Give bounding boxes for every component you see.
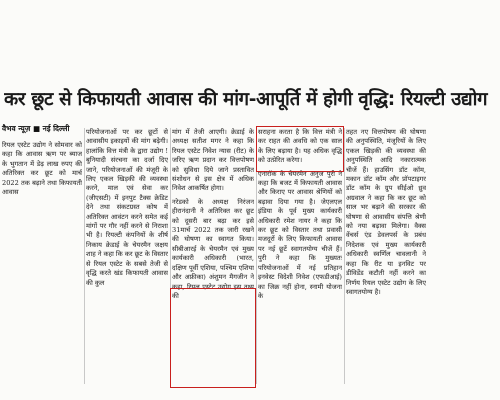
column-1 [2, 141, 82, 261]
column-2 [86, 128, 168, 390]
column-1-text: रियल एस्टेट उद्योग ने सोमवार को कहा कि आवास ऋण पर ब्याज के भुगतान में डेढ़ लाख रुपए की अतिरिक्त कर छूट को मार्च 2022 तक बढ़ाने तथा किफायती आवास [2, 141, 82, 197]
column-3-paragraph-1: मांग में तेजी आएगी। क्रेडाई के अध्यक्ष सतीश मगर ने कहा कि रियल एस्टेट निवेश न्यास (रीट) के जरिए ऋण प्रदान कर वित्तपोषण को सुविधा दिये जाने प्रस्तावित संशोधन से इस क्षेत्र में अधिक निवेश आकर्षित होगा। [172, 128, 254, 193]
column-divider [344, 128, 345, 384]
column-5-text: तहत नए वित्तपोषण की घोषणा की अनुपस्थिति, मंजूरियों के लिए एकल खिड़की की व्यवस्था की अनुपस्थिति आदि नकारात्मक चीजें हैं। हाउसिंग डॉट कॉम, मकान डॉट कॉम और प्रॉपटाइगर डॉट कॉम के ग्रुप सीईओ ध्रुव अग्रवाल ने कहा कि कर छूट को साल भर बढ़ाने की सरकार की घोषणा से आवासीय संपत्ति श्रेणी को नया बढ़ावा मिलेगा। वैक्स वेंचर्स एंड डेवलपर्स के प्रबंध निदेशक एवं मुख्य कार्यकारी अधिकारी स्वर्णिल चावलानी ने कहा कि रीट या इनविट पर डीविडेंड कटौती नहीं करने का निर्णय रियल एस्टेट उद्योग के लिए स्वागतयोग्य है। [346, 128, 426, 296]
highlight-box-quote-end [256, 126, 344, 172]
column-divider [84, 128, 85, 384]
column-4-paragraph-1: सराहना करता है कि वित्त मंत्री ने कर राहत की अवधि को एक साल के लिए बढ़ाया है। यह अधिक वृद्धि को उत्प्रेरित करेगा। [258, 128, 342, 165]
column-2-text: परियोजनाओं पर कर छूटों से आवासीय इकाइयों की मांग बढ़ेगी। हालांकि वित्त मंत्री के द्वारा उद्योग ! बुनियादी संरचना का दर्जा दिए जाने, परियोजनाओं की मंजूरी के लिए एकल खिड़की की व्यवस्था करने, माल एवं सेवा कर (जीएसटी) में इनपुट टैक्स क्रेडिट देने तथा संकटग्रस्त कोष में अतिरिक्त आवंटन करने समेत कई मांगों पर गौर नहीं करने से निराशा भी है। रियल्टी कंपनियों के शीर्ष निकाय क्रेडाई के चेयरमैन जक्षय शाह ने कहा कि कर छूट के विस्तार से रियल एस्टेट के सबसे तेजी से वृद्धि करते खंड किफायती आवास की कुल [86, 128, 168, 287]
highlight-box-quote-start [170, 288, 256, 388]
column-3-paragraph-2: नरेडको के अध्यक्ष निरंजन हीरानंदानी ने अतिरिक्त कर छूट को दूसरी बार बढ़ा कर इसे 31मार्च 2022 तक जारी रखने की घोषणा का स्वागत किया। सीबीआरई के चेयरमैन एवं मुख्य कार्यकारी अधिकारी (भारत, दक्षिण पूर्वी एशिया, पश्चिम एशिया और अफ्रीका) अंशुमन मैगजीन ने कहा, रियल एस्टेट उद्योग इस तथ्य की [172, 197, 254, 300]
article-byline: वैभव न्यूज़ ■ नई दिल्ली [2, 124, 70, 133]
article-headline: कर छूट से किफायती आवास की मांग-आपूर्ति में होगी वृद्धि: रियल्टी उद्योग [4, 89, 488, 110]
column-4-paragraph-2: एनारॉक के चेयरमैन अनुज पुरी ने कहा कि बजट में किफायती आवास और किराए पर आवास श्रेणियों को बढ़ावा दिया गया है। जेएलएल इंडिया के पूर्व मुख्य कार्यकारी अधिकारी रमेश नायर ने कहा कि कर छूट को विस्तार तथा प्रवासी मजदूरों के लिए किफायती आवास पर नई छूटें स्वागतयोग्य चीजें हैं। पुरी ने कहा कि मुख्यतः परियोजनाओं में नई प्रतिहान इनवेस्ट विदेशी निवेश (एफडीआई) का जिक्र नहीं होना, स्नामी योजना के [258, 169, 342, 300]
column-5 [346, 128, 426, 390]
